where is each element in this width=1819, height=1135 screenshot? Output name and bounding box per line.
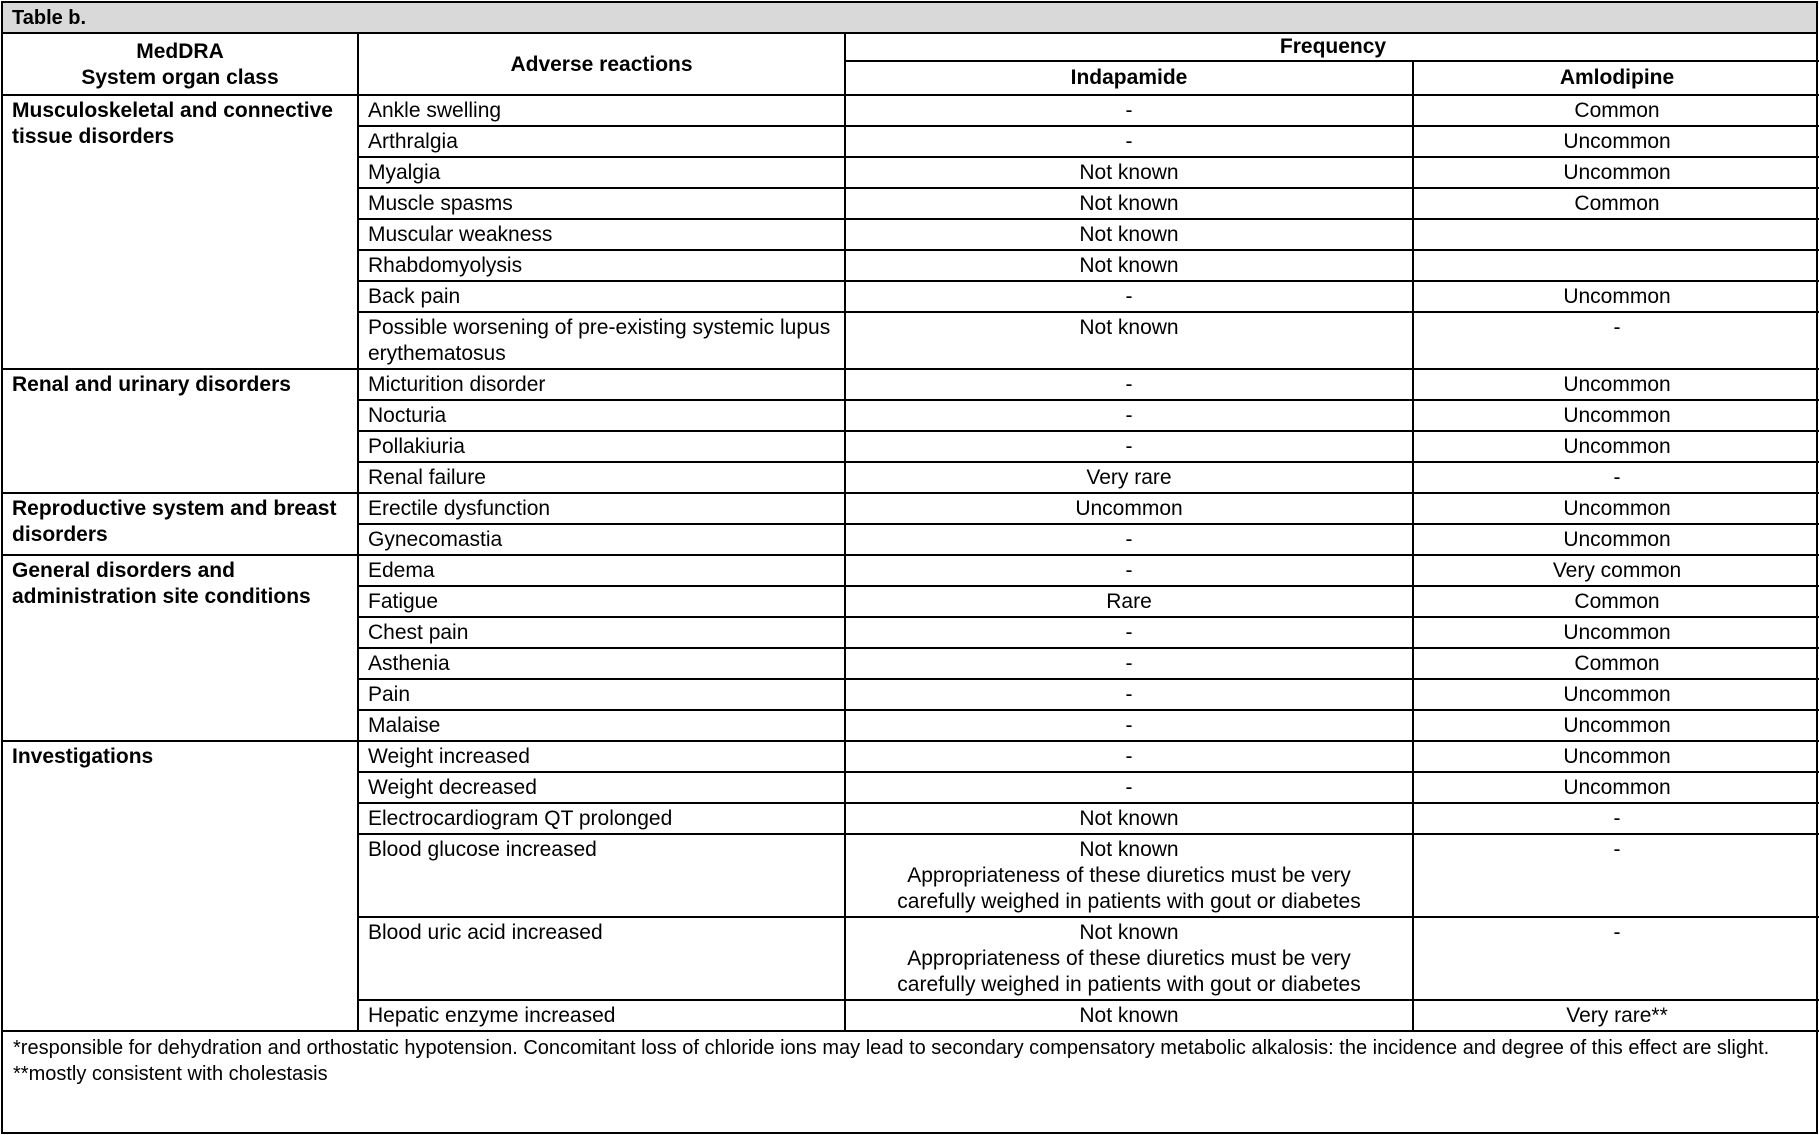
system-organ-class-cell: Musculoskeletal and connective tissue disorders [3,95,358,369]
system-organ-class-cell: Reproductive system and breast disorders [3,493,358,555]
indapamide-frequency-cell [845,126,1413,157]
amlodipine-frequency-cell: - [1413,462,1819,493]
indapamide-frequency-value: - [1125,373,1133,396]
indapamide-frequency-cell [845,834,1413,917]
indapamide-frequency-value: Not known [1079,161,1179,184]
indapamide-frequency-cell [845,679,1413,710]
adverse-reaction-cell: Back pain [358,281,845,312]
header-soc-line-2: System organ class [81,65,279,89]
indapamide-frequency-value: - [1125,714,1133,737]
indapamide-frequency-value: - [1125,621,1133,644]
indapamide-frequency-value: - [1125,559,1133,582]
amlodipine-frequency-cell [1413,219,1819,250]
indapamide-frequency-cell [845,1000,1413,1031]
adverse-reaction-cell: Ankle swelling [358,95,845,126]
indapamide-frequency-cell [845,95,1413,126]
header-adverse-reactions: Adverse reactions [358,34,845,95]
indapamide-frequency-value: - [1125,99,1133,122]
footnotes [3,1030,1816,1089]
indapamide-frequency-cell [845,772,1413,803]
indapamide-frequency-value: Not known [1079,316,1179,339]
adverse-reaction-cell: Fatigue [358,586,845,617]
indapamide-frequency-value: - [1125,435,1133,458]
amlodipine-frequency-cell: - [1413,917,1819,1000]
indapamide-frequency-cell [845,369,1413,400]
indapamide-frequency-value: Not known [1079,807,1179,830]
indapamide-frequency-cell [845,741,1413,772]
table-body [3,95,1819,1031]
footnote-2: **mostly consistent with cholestasis [13,1063,328,1085]
indapamide-frequency-cell [845,281,1413,312]
table-title: Table b. [3,3,1816,34]
table-row [3,369,1819,400]
adverse-reaction-cell: Arthralgia [358,126,845,157]
table-row [3,555,1819,586]
amlodipine-frequency-cell: Uncommon [1413,281,1819,312]
adverse-reaction-cell: Erectile dysfunction [358,493,845,524]
table-row [3,741,1819,772]
adverse-reactions-table [3,34,1819,1032]
amlodipine-frequency-cell: Uncommon [1413,400,1819,431]
adverse-reaction-cell: Chest pain [358,617,845,648]
indapamide-frequency-cell [845,555,1413,586]
amlodipine-frequency-cell: Uncommon [1413,679,1819,710]
indapamide-frequency-value: Not known [1079,192,1179,215]
adverse-reaction-cell: Nocturia [358,400,845,431]
amlodipine-frequency-cell: - [1413,803,1819,834]
adverse-reaction-cell: Blood glucose increased [358,834,845,917]
indapamide-frequency-value: - [1125,652,1133,675]
amlodipine-frequency-cell: Uncommon [1413,431,1819,462]
amlodipine-frequency-cell: Common [1413,586,1819,617]
footnote-1: *responsible for dehydration and orthostatic hypotension. Concomitant loss of chloride ions may lead to secondary compensatory metabolic alkalosis: the incidence and degree of this effect are slight. [13,1037,1770,1059]
indapamide-frequency-value: Not known [1079,254,1179,277]
indapamide-frequency-value: - [1125,285,1133,308]
indapamide-frequency-cell [845,219,1413,250]
adverse-reaction-cell: Pollakiuria [358,431,845,462]
adverse-reaction-cell: Malaise [358,710,845,741]
indapamide-frequency-value: - [1125,776,1133,799]
adverse-reactions-table-sheet [1,1,1818,1134]
amlodipine-frequency-cell [1413,250,1819,281]
amlodipine-frequency-cell: - [1413,834,1819,917]
indapamide-frequency-cell [845,493,1413,524]
amlodipine-frequency-cell: Uncommon [1413,157,1819,188]
adverse-reaction-cell: Renal failure [358,462,845,493]
indapamide-frequency-value: Not known [1079,223,1179,246]
table-row [3,493,1819,524]
amlodipine-frequency-cell: Uncommon [1413,524,1819,555]
indapamide-frequency-cell [845,312,1413,369]
indapamide-frequency-value: Not known [1079,838,1179,861]
amlodipine-frequency-cell: Uncommon [1413,369,1819,400]
header-amlodipine: Amlodipine [1413,61,1819,95]
indapamide-frequency-cell [845,431,1413,462]
adverse-reaction-cell: Asthenia [358,648,845,679]
adverse-reaction-cell: Hepatic enzyme increased [358,1000,845,1031]
indapamide-frequency-cell [845,250,1413,281]
system-organ-class-cell: Renal and urinary disorders [3,369,358,493]
system-organ-class-cell: General disorders and administration site conditions [3,555,358,741]
adverse-reaction-cell: Electrocardiogram QT prolonged [358,803,845,834]
adverse-reaction-cell: Weight decreased [358,772,845,803]
amlodipine-frequency-cell: Very rare** [1413,1000,1819,1031]
amlodipine-frequency-cell: Uncommon [1413,741,1819,772]
system-organ-class-cell: Investigations [3,741,358,1031]
indapamide-frequency-value: - [1125,528,1133,551]
indapamide-frequency-value: Not known [1079,1004,1179,1027]
adverse-reaction-cell: Gynecomastia [358,524,845,555]
indapamide-frequency-cell [845,803,1413,834]
adverse-reaction-cell: Weight increased [358,741,845,772]
indapamide-frequency-cell [845,648,1413,679]
amlodipine-frequency-cell: Uncommon [1413,772,1819,803]
indapamide-frequency-cell [845,188,1413,219]
indapamide-frequency-value: Uncommon [1075,497,1183,520]
amlodipine-frequency-cell: Common [1413,95,1819,126]
header-row-1 [3,34,1819,61]
indapamide-note: Appropriateness of these diuretics must be very carefully weighed in patients with gout or diabetes [897,947,1361,996]
indapamide-frequency-cell [845,586,1413,617]
indapamide-frequency-value: - [1125,404,1133,427]
adverse-reaction-cell: Edema [358,555,845,586]
indapamide-frequency-cell [845,917,1413,1000]
adverse-reaction-cell: Micturition disorder [358,369,845,400]
indapamide-frequency-cell [845,462,1413,493]
adverse-reaction-cell: Possible worsening of pre-existing systemic lupus erythematosus [358,312,845,369]
adverse-reaction-cell: Muscular weakness [358,219,845,250]
amlodipine-frequency-cell: - [1413,312,1819,369]
adverse-reaction-cell: Blood uric acid increased [358,917,845,1000]
indapamide-frequency-value: Not known [1079,921,1179,944]
adverse-reaction-cell: Muscle spasms [358,188,845,219]
amlodipine-frequency-cell: Very common [1413,555,1819,586]
adverse-reaction-cell: Rhabdomyolysis [358,250,845,281]
indapamide-frequency-cell [845,157,1413,188]
amlodipine-frequency-cell: Uncommon [1413,617,1819,648]
header-soc [3,34,358,95]
indapamide-frequency-value: Very rare [1086,466,1172,489]
adverse-reaction-cell: Pain [358,679,845,710]
indapamide-frequency-cell [845,400,1413,431]
amlodipine-frequency-cell: Common [1413,648,1819,679]
indapamide-frequency-cell [845,710,1413,741]
header-soc-line-1: MedDRA [136,39,224,63]
amlodipine-frequency-cell: Uncommon [1413,493,1819,524]
table-row [3,95,1819,126]
amlodipine-frequency-cell: Uncommon [1413,126,1819,157]
header-indapamide: Indapamide [845,61,1413,95]
header-frequency: Frequency [845,34,1819,61]
amlodipine-frequency-cell: Uncommon [1413,710,1819,741]
amlodipine-frequency-cell: Common [1413,188,1819,219]
indapamide-frequency-value: Rare [1106,590,1152,613]
indapamide-frequency-cell [845,524,1413,555]
indapamide-frequency-value: - [1125,745,1133,768]
indapamide-frequency-value: - [1125,130,1133,153]
indapamide-note: Appropriateness of these diuretics must be very carefully weighed in patients with gout or diabetes [897,864,1361,913]
indapamide-frequency-value: - [1125,683,1133,706]
adverse-reaction-cell: Myalgia [358,157,845,188]
indapamide-frequency-cell [845,617,1413,648]
